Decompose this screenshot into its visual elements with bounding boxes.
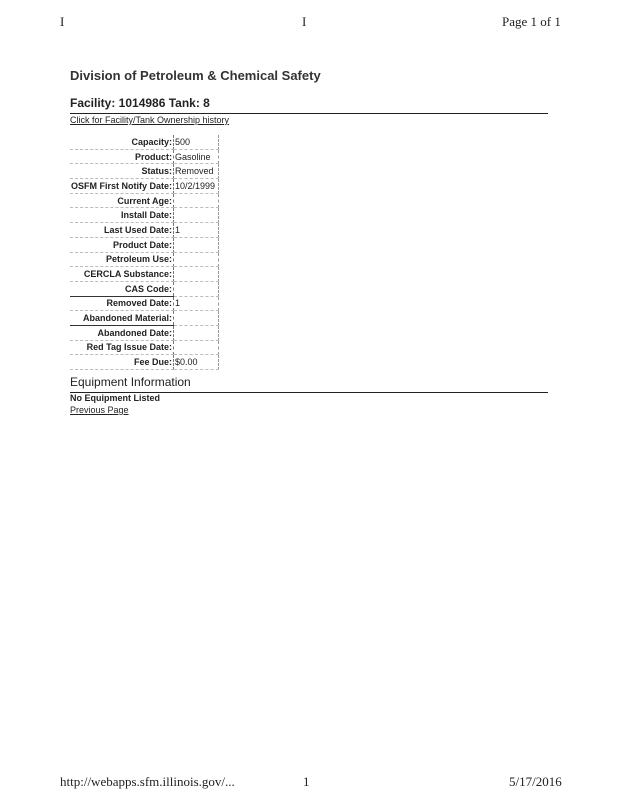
tank-detail-label: OSFM First Notify Date:: [70, 179, 174, 194]
tank-detail-row: [70, 311, 219, 326]
tank-detail-label: Red Tag Issue Date:: [70, 340, 174, 355]
print-header-center: I: [302, 14, 307, 29]
tank-detail-label: CAS Code:: [70, 281, 174, 296]
tank-detail-row: [70, 237, 219, 252]
tank-detail-row: [70, 267, 219, 282]
tank-detail-label: Fee Due:: [70, 355, 174, 370]
tank-detail-label: Product Date:: [70, 237, 174, 252]
equipment-heading-text: Equipment Information: [70, 375, 191, 389]
tank-detail-row: [70, 355, 219, 370]
tank-detail-value: [174, 252, 219, 267]
tank-detail-row: [70, 164, 219, 179]
tank-detail-row: [70, 179, 219, 194]
tank-detail-label: Status:: [70, 164, 174, 179]
tank-detail-value: $0.00: [174, 355, 219, 370]
tank-detail-row: [70, 149, 219, 164]
print-header-page: Page 1 of 1: [502, 14, 561, 29]
tank-detail-row: [70, 340, 219, 355]
tank-detail-row: [70, 252, 219, 267]
tank-detail-row: [70, 193, 219, 208]
tank-detail-label: Install Date:: [70, 208, 174, 223]
tank-detail-label: Abandoned Date:: [70, 325, 174, 340]
tank-detail-row: [70, 281, 219, 296]
tank-detail-label: Product:: [70, 149, 174, 164]
tank-detail-value: 1: [174, 223, 219, 238]
tank-detail-label: Abandoned Material:: [70, 311, 174, 326]
tank-detail-value: Gasoline: [174, 149, 219, 164]
tank-detail-row: [70, 325, 219, 340]
print-footer-date: 5/17/2016: [509, 774, 562, 789]
tank-detail-label: Last Used Date:: [70, 223, 174, 238]
tank-detail-row: [70, 223, 219, 238]
tank-detail-value: [174, 267, 219, 282]
tank-detail-value: 1: [174, 296, 219, 311]
facility-heading: [70, 94, 548, 114]
tank-detail-label: Capacity:: [70, 135, 174, 149]
tank-detail-value: [174, 311, 219, 326]
tank-detail-label: Current Age:: [70, 193, 174, 208]
facility-heading-text: Facility: 1014986 Tank: 8: [70, 96, 210, 110]
page-title: Division of Petroleum & Chemical Safety: [70, 68, 321, 83]
no-equipment-text: No Equipment Listed: [70, 393, 160, 403]
tank-detail-row: [70, 296, 219, 311]
equipment-heading: [70, 373, 548, 393]
previous-page-link[interactable]: Previous Page: [70, 405, 129, 415]
tank-detail-value: [174, 325, 219, 340]
tank-detail-value: [174, 281, 219, 296]
tank-detail-label: Removed Date:: [70, 296, 174, 311]
tank-detail-label: CERCLA Substance:: [70, 267, 174, 282]
tank-detail-value: [174, 193, 219, 208]
tank-detail-row: [70, 208, 219, 223]
tank-detail-value: [174, 208, 219, 223]
print-header-left: I: [60, 14, 65, 29]
tank-detail-row: [70, 135, 219, 149]
tank-detail-label: Petroleum Use:: [70, 252, 174, 267]
print-footer-url: http://webapps.sfm.illinois.gov/...: [60, 774, 235, 789]
tank-detail-value: [174, 340, 219, 355]
print-footer-page: 1: [303, 774, 310, 789]
ownership-history-link[interactable]: Click for Facility/Tank Ownership history: [70, 115, 230, 125]
tank-detail-value: [174, 237, 219, 252]
tank-details-table: [70, 135, 219, 370]
tank-detail-value: Removed: [174, 164, 219, 179]
tank-detail-value: 500: [174, 135, 219, 149]
tank-detail-value: 10/2/1999: [174, 179, 219, 194]
